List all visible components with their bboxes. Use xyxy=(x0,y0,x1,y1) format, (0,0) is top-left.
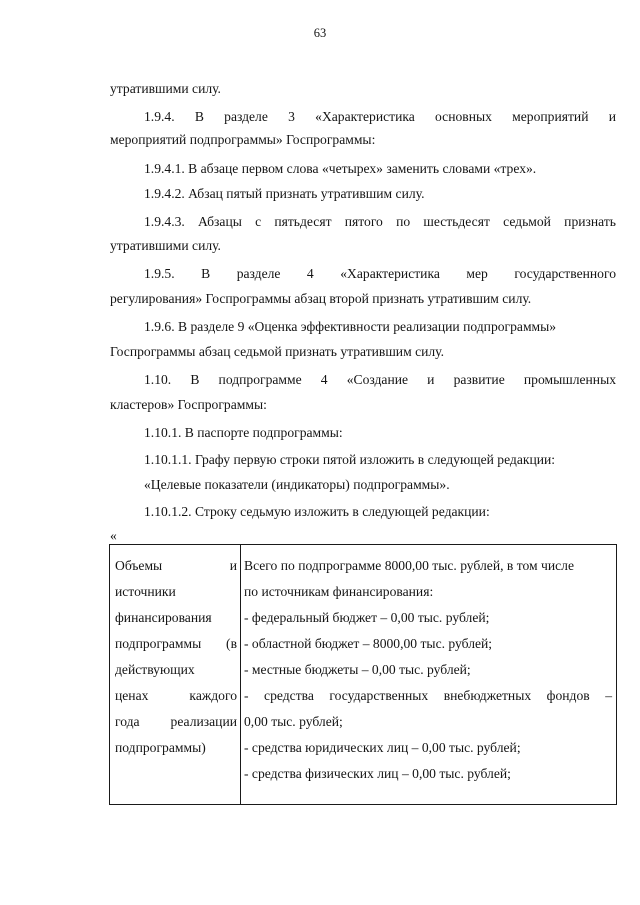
left-cell-line: Объемы и xyxy=(115,558,237,573)
paragraph-1-9-6-line2: Госпрограммы абзац седьмой признать утратившим силу. xyxy=(110,344,445,359)
paragraph-target-indicators: «Целевые показатели (индикаторы) подпрограммы». xyxy=(144,477,450,492)
left-cell-line: ценах каждого xyxy=(115,688,237,703)
right-cell-line: - средства юридических лиц – 0,00 тыс. рублей; xyxy=(244,740,521,755)
paragraph-1-9-4-3-line1: 1.9.4.3. Абзацы с пятьдесят пятого по шестьдесят седьмой признать xyxy=(144,214,616,229)
table-column-divider xyxy=(240,545,241,804)
right-cell-line: 0,00 тыс. рублей; xyxy=(244,714,343,729)
paragraph-1-9-6-line1: 1.9.6. В разделе 9 «Оценка эффективности реализации подпрограммы» xyxy=(144,319,557,334)
paragraph-1-9-4-line2: мероприятий подпрограммы» Госпрограммы: xyxy=(110,132,376,147)
paragraph-1-10-1: 1.10.1. В паспорте подпрограммы: xyxy=(144,425,343,440)
right-cell-line: - областной бюджет – 8000,00 тыс. рублей; xyxy=(244,636,493,651)
paragraph-1-9-4-2: 1.9.4.2. Абзац пятый признать утратившим силу. xyxy=(144,186,425,201)
left-cell-line: финансирования xyxy=(115,610,212,625)
paragraph-1-10-1-2: 1.10.1.2. Строку седьмую изложить в следующей редакции: xyxy=(144,504,490,519)
paragraph-1-10-line2: кластеров» Госпрограммы: xyxy=(110,397,267,412)
paragraph-1-9-5-line2: регулирования» Госпрограммы абзац второй признать утратившим силу. xyxy=(110,291,532,306)
left-cell-line: года реализации xyxy=(115,714,237,729)
finance-table xyxy=(109,544,617,805)
left-cell-line: действующих xyxy=(115,662,195,677)
right-cell-line: - федеральный бюджет – 0,00 тыс. рублей; xyxy=(244,610,490,625)
right-cell-line: Всего по подпрограмме 8000,00 тыс. рублей, в том числе xyxy=(244,558,574,573)
paragraph-1-9-4-3-line2: утратившими силу. xyxy=(110,238,221,253)
right-cell-line: по источникам финансирования: xyxy=(244,584,434,599)
page-number: 63 xyxy=(313,26,327,40)
left-cell-line: подпрограммы (в xyxy=(115,636,237,651)
paragraph-1-9-5-line1: 1.9.5. В разделе 4 «Характеристика мер государственного xyxy=(144,266,616,281)
paragraph-1-9-4-1: 1.9.4.1. В абзаце первом слова «четырех» заменить словами «трех». xyxy=(144,161,537,176)
paragraph-1-9-4-line1: 1.9.4. В разделе 3 «Характеристика основных мероприятий и xyxy=(144,109,616,124)
opening-quote: « xyxy=(110,528,117,543)
paragraph-continuation: утратившими силу. xyxy=(110,81,221,96)
right-cell-line: - местные бюджеты – 0,00 тыс. рублей; xyxy=(244,662,471,677)
left-cell-line: подпрограммы) xyxy=(115,740,206,755)
paragraph-1-10-line1: 1.10. В подпрограмме 4 «Создание и развитие промышленных xyxy=(144,372,616,387)
right-cell-line: - средства государственных внебюджетных фондов – xyxy=(244,688,612,703)
paragraph-1-10-1-1: 1.10.1.1. Графу первую строки пятой изложить в следующей редакции: xyxy=(144,452,556,467)
left-cell-line: источники xyxy=(115,584,176,599)
right-cell-line: - средства физических лиц – 0,00 тыс. рублей; xyxy=(244,766,511,781)
